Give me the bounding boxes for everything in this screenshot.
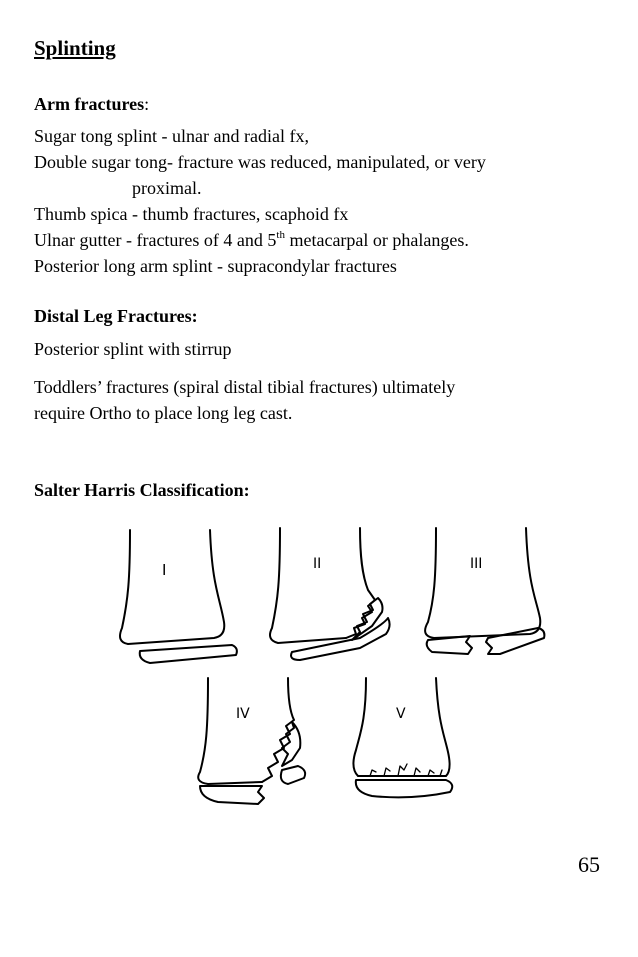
type-5-label: V	[396, 706, 406, 722]
type-1-label: I	[162, 561, 167, 579]
type-4-label: IV	[236, 706, 250, 722]
salter-harris-type-2	[270, 528, 390, 660]
double-sugar-tong-line: Double sugar tong- fracture was reduced, manipulated, or very	[34, 152, 486, 172]
page-number: 65	[578, 852, 600, 877]
compression-marks	[370, 764, 442, 776]
type-3-label: III	[470, 556, 483, 572]
salter-harris-type-4	[198, 678, 305, 804]
salter-harris-heading: Salter Harris Classification:	[34, 480, 250, 500]
thumb-spica-line: Thumb spica - thumb fractures, scaphoid fx	[34, 204, 349, 224]
toddlers-fractures-line: Toddlers’ fractures (spiral distal tibial fractures) ultimately	[34, 377, 456, 397]
double-sugar-tong-continuation: proximal.	[132, 178, 202, 198]
arm-fractures-colon: :	[144, 94, 150, 114]
arm-fractures-heading-text: Arm fractures	[34, 94, 145, 114]
salter-harris-type-3	[425, 528, 544, 654]
posterior-splint-line: Posterior splint with stirrup	[34, 339, 232, 359]
salter-harris-type-1	[120, 530, 237, 663]
ordinal-superscript: th	[276, 229, 285, 241]
salter-harris-type-5	[353, 678, 452, 797]
distal-leg-heading: Distal Leg Fractures:	[34, 306, 198, 326]
ulnar-gutter-text: Ulnar gutter - fractures of 4 and 5	[34, 230, 277, 250]
ulnar-gutter-text-end: metacarpal or phalanges.	[284, 230, 469, 250]
sugar-tong-line: Sugar tong splint - ulnar and radial fx,	[34, 126, 309, 146]
page-title: Splinting	[34, 36, 116, 60]
type-2-label: II	[313, 556, 322, 572]
posterior-long-arm-line: Posterior long arm splint - supracondylar fractures	[34, 256, 397, 276]
long-leg-cast-line: require Ortho to place long leg cast.	[34, 403, 293, 423]
